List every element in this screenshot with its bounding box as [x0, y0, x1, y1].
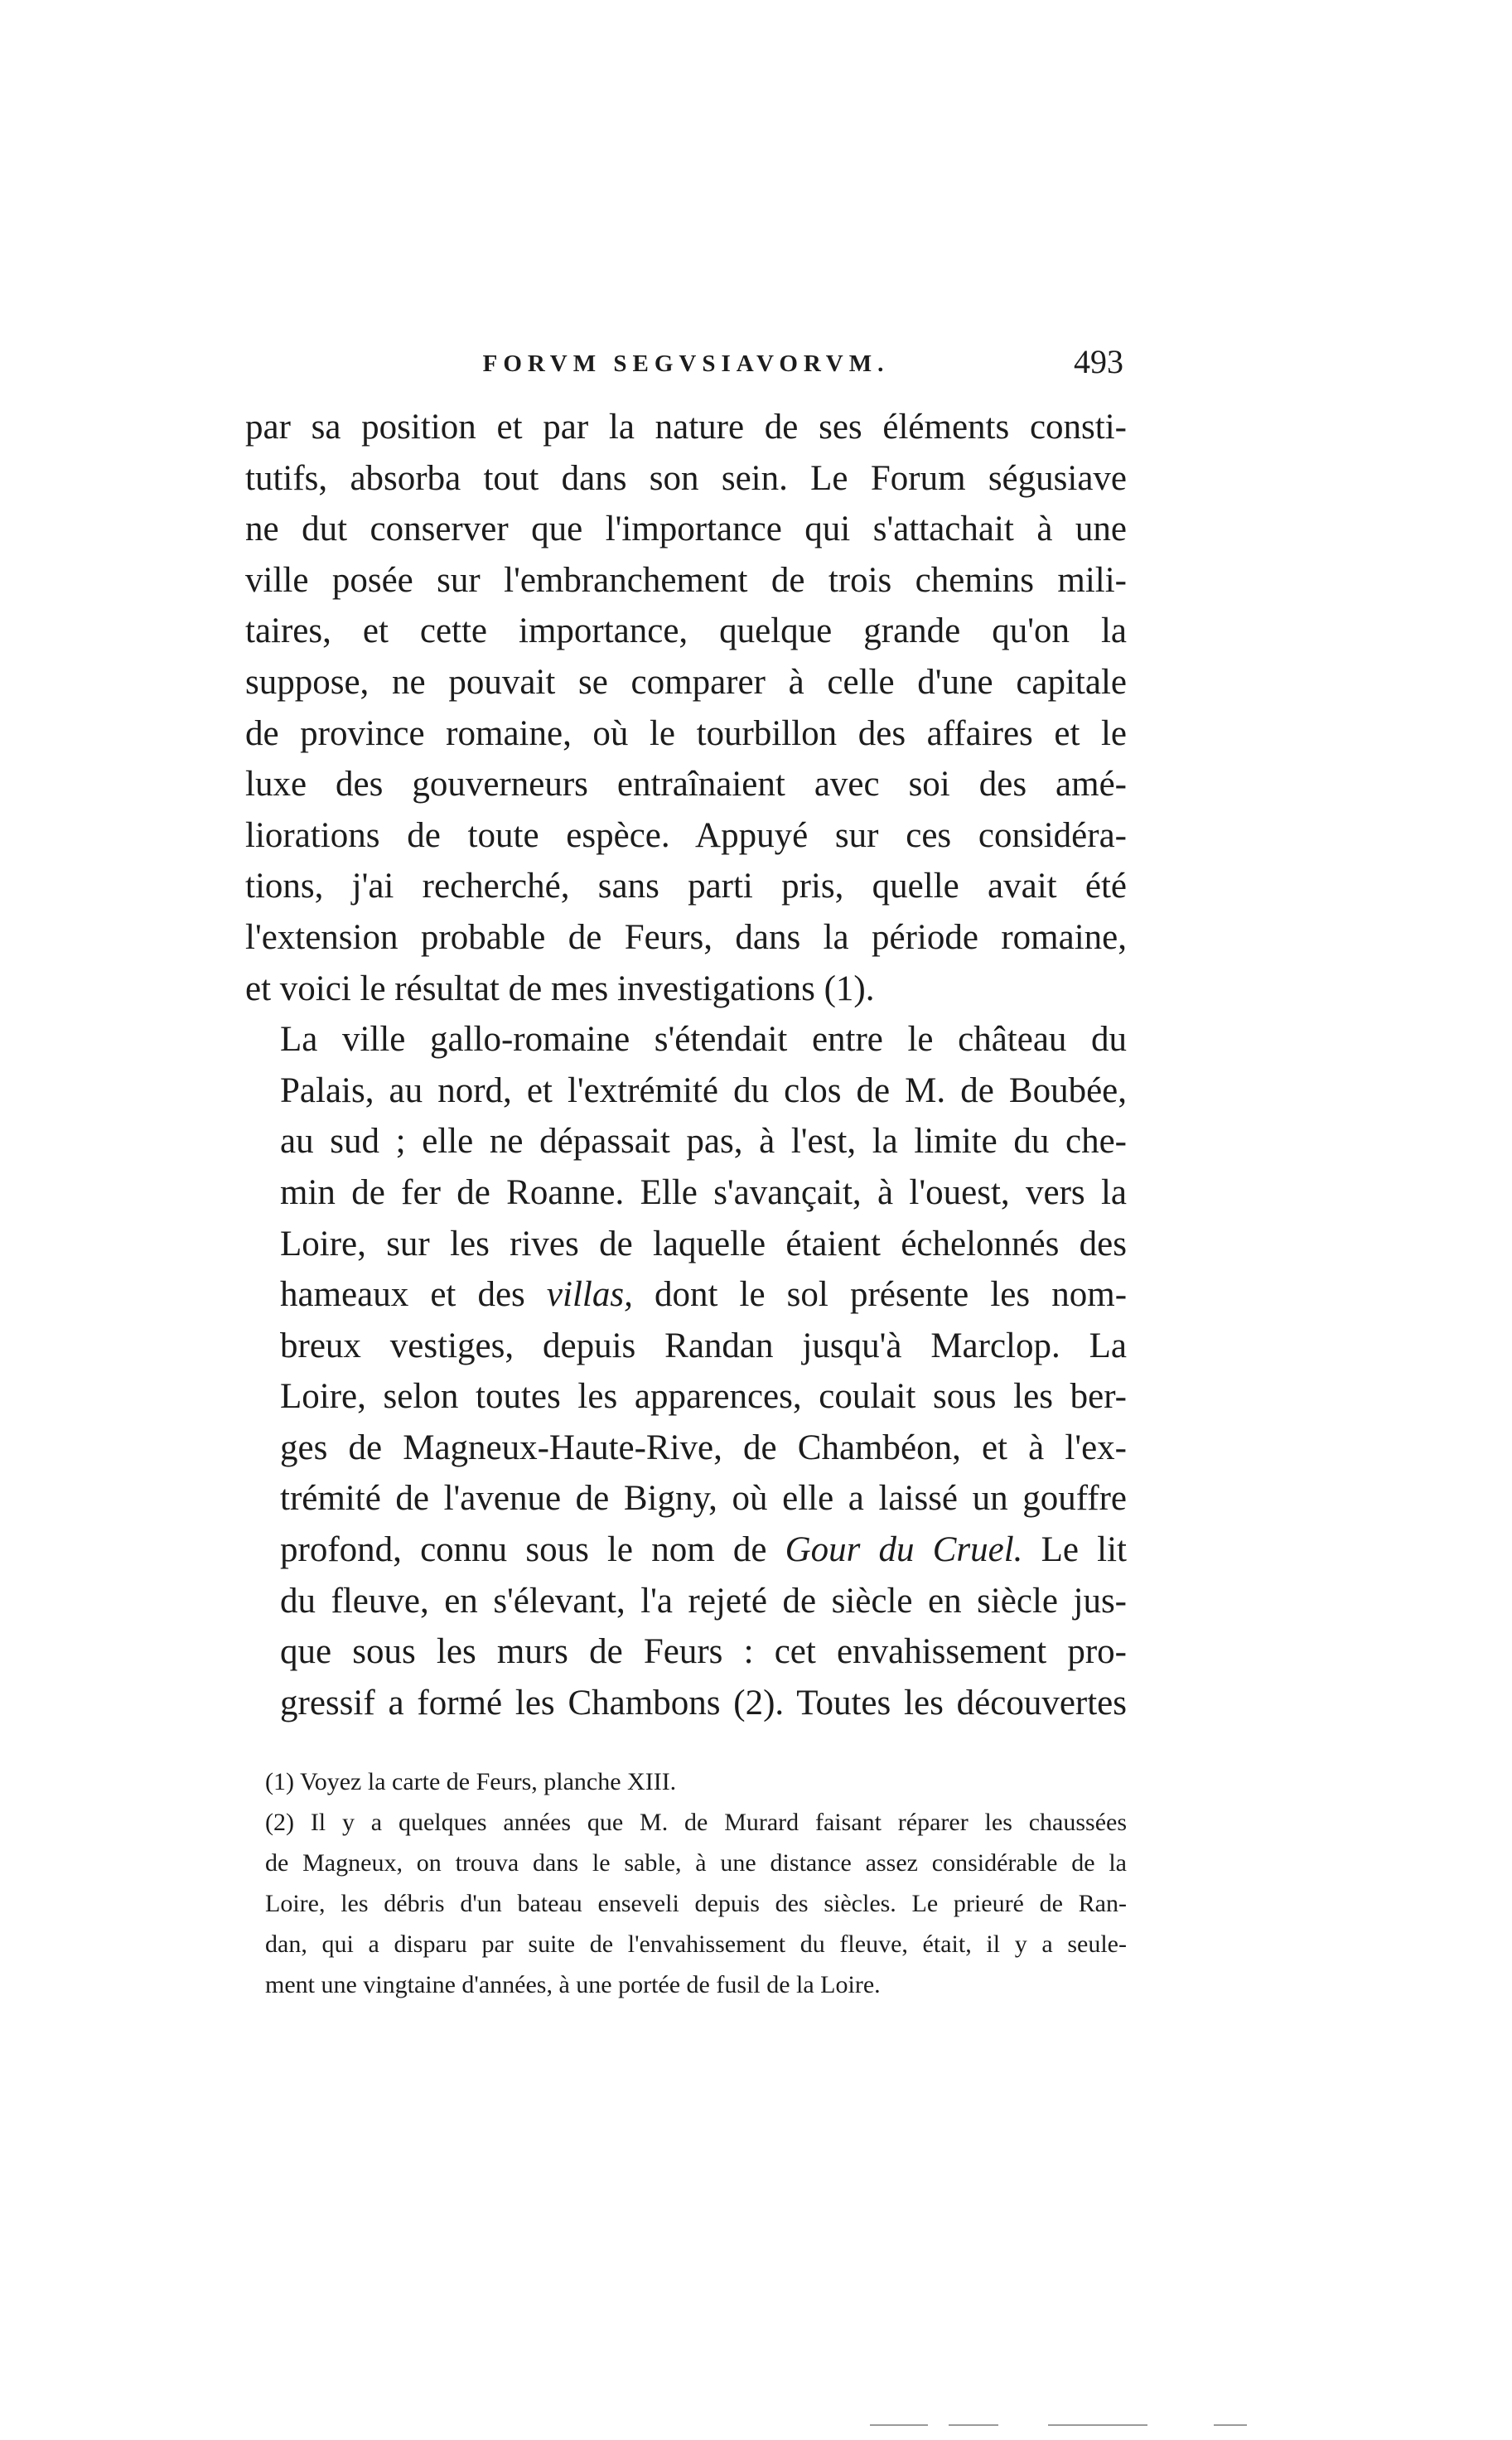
- text-line: par sa position et par la nature de ses éléments consti-: [245, 408, 1127, 447]
- text-line: La ville gallo-romaine s'étendait entre le château du: [280, 1020, 1127, 1060]
- text-line: taires, et cette importance, quelque grande qu'on la: [245, 611, 1127, 651]
- footnote: [245, 1761, 1127, 1802]
- text-line: du fleuve, en s'élevant, l'a rejeté de siècle en siècle jus-: [280, 1581, 1127, 1621]
- scan-mark: [1048, 2424, 1147, 2426]
- footnotes: [245, 1761, 1127, 2005]
- body-text: [245, 402, 1127, 1728]
- scan-mark: [1214, 2424, 1247, 2426]
- scan-mark: [949, 2424, 998, 2426]
- italic-term: Gour du Cruel.: [785, 1530, 1023, 1570]
- text-run: profond, connu sous le nom de: [280, 1530, 767, 1570]
- text-line: de province romaine, où le tourbillon des affaires et le: [245, 713, 1127, 753]
- text-run: dont le sol présente les nom-: [654, 1275, 1128, 1315]
- page-number: 493: [1074, 343, 1123, 380]
- text-line: gressif a formé les Chambons (2). Toutes les découvertes: [280, 1683, 1127, 1722]
- text-line: Loire, sur les rives de laquelle étaient échelonnés des: [280, 1224, 1127, 1263]
- text-line: breux vestiges, depuis Randan jusqu'à Marclop. La: [280, 1326, 1127, 1365]
- text-line: liorations de toute espèce. Appuyé sur ces considéra-: [245, 815, 1127, 855]
- scan-mark: [870, 2424, 928, 2426]
- paragraph: [245, 402, 1127, 1014]
- footnote-line: (2) Il y a quelques années que M. de Murard faisant réparer les chaussées: [265, 1809, 1127, 1837]
- text-line: ville posée sur l'embranchement de trois chemins mili-: [245, 560, 1127, 600]
- running-title: FORVM SEGVSIAVORVM.: [482, 350, 890, 377]
- text-run: hameaux et des: [280, 1275, 525, 1315]
- text-line: luxe des gouverneurs entraînaient avec soi des amé-: [245, 765, 1127, 804]
- footnote-line: ment une vingtaine d'années, à une portée de fusil de la Loire.: [265, 1971, 881, 1999]
- text-line: Loire, selon toutes les apparences, coulait sous les ber-: [280, 1377, 1127, 1417]
- text-line: [245, 1524, 1127, 1576]
- text-line: suppose, ne pouvait se comparer à celle d'une capitale: [245, 662, 1127, 702]
- text-line: Palais, au nord, et l'extrémité du clos de M. de Boubée,: [280, 1070, 1127, 1110]
- footnote: [245, 1802, 1127, 2005]
- text-line: au sud ; elle ne dépassait pas, à l'est, la limite du che-: [280, 1122, 1127, 1162]
- text-line: tions, j'ai recherché, sans parti pris, quelle avait été: [245, 867, 1127, 906]
- paragraph: [245, 1014, 1127, 1728]
- text-line: que sous les murs de Feurs : cet envahissement pro-: [280, 1632, 1127, 1672]
- text-line: [245, 1269, 1127, 1321]
- text-run: Le lit: [1041, 1530, 1127, 1570]
- book-page: [245, 336, 1127, 2005]
- italic-term: villas,: [546, 1275, 633, 1315]
- text-line: ne dut conserver que l'importance qui s'attachait à une: [245, 510, 1127, 549]
- footnote-line: de Magneux, on trouva dans le sable, à une distance assez considérable de la: [265, 1849, 1127, 1877]
- footnote-line: (1) Voyez la carte de Feurs, planche XIII.: [265, 1768, 677, 1796]
- footnote-line: Loire, les débris d'un bateau enseveli depuis des siècles. Le prieuré de Ran-: [265, 1890, 1127, 1918]
- text-line: tutifs, absorba tout dans son sein. Le Forum ségusiave: [245, 458, 1127, 498]
- text-line: l'extension probable de Feurs, dans la période romaine,: [245, 917, 1127, 957]
- text-line: trémité de l'avenue de Bigny, où elle a laissé un gouffre: [280, 1479, 1127, 1519]
- text-line: min de fer de Roanne. Elle s'avançait, à l'ouest, vers la: [280, 1172, 1127, 1212]
- footnote-line: dan, qui a disparu par suite de l'envahissement du fleuve, était, il y a seule-: [265, 1930, 1127, 1959]
- text-line: et voici le résultat de mes investigations (1).: [245, 969, 875, 1008]
- text-line: ges de Magneux-Haute-Rive, de Chambéon, et à l'ex-: [280, 1428, 1127, 1467]
- page-header: [245, 336, 1127, 402]
